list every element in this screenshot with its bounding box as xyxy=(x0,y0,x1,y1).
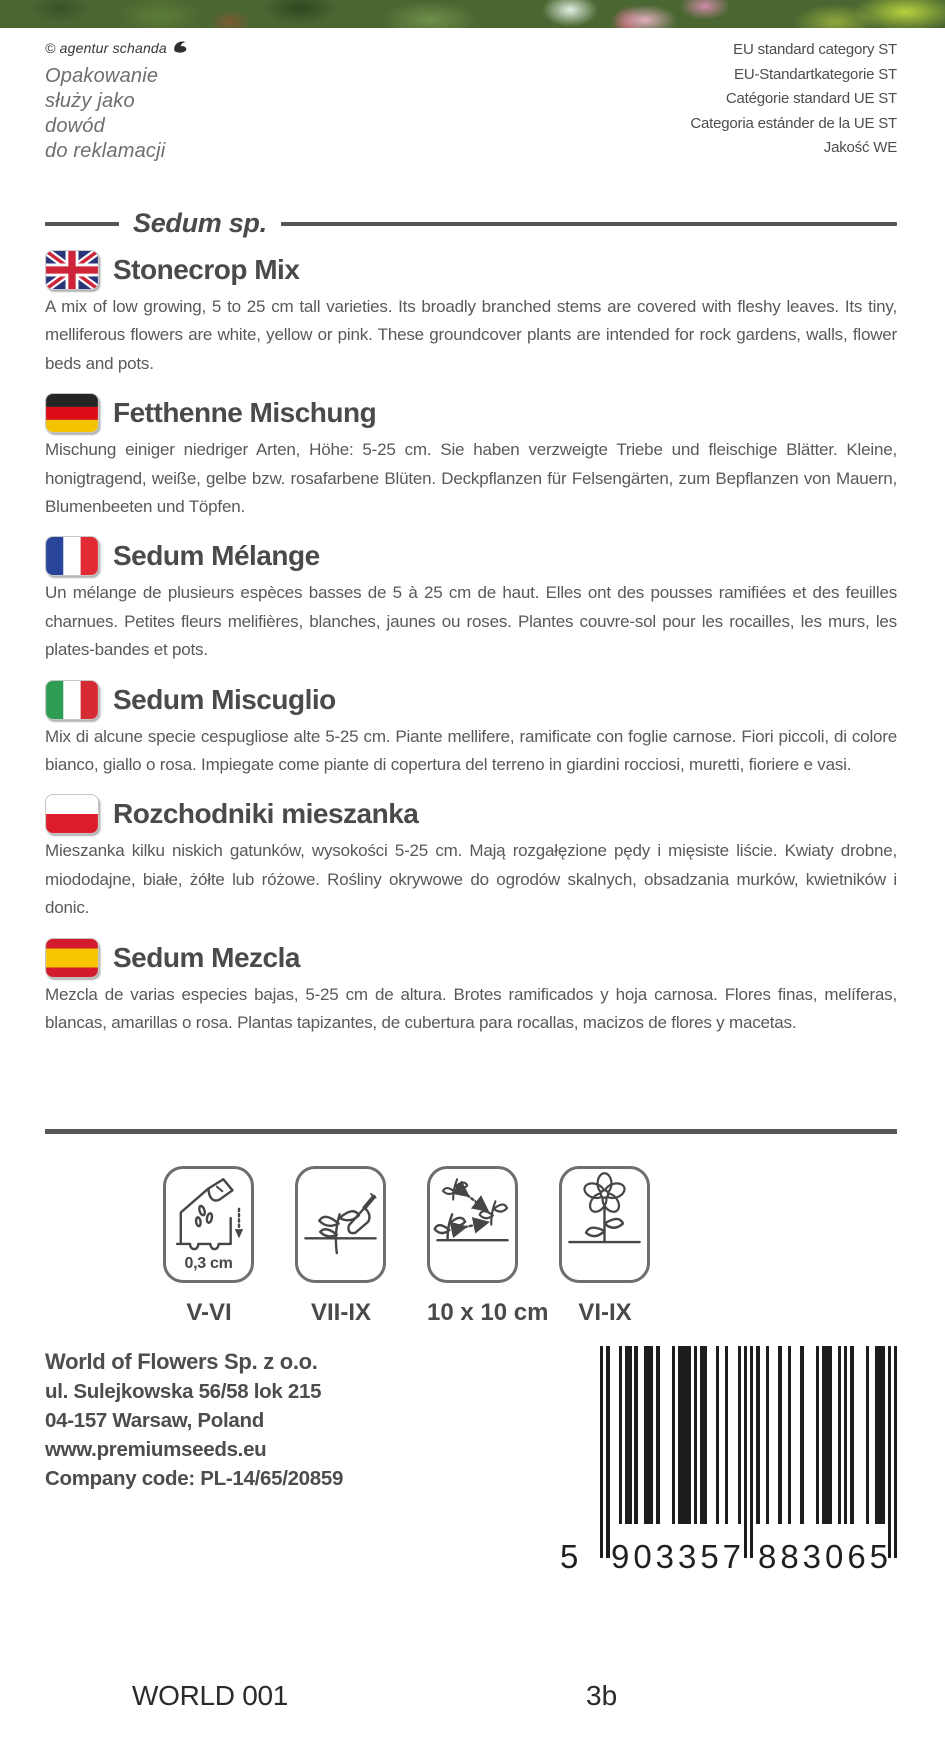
note-line: do reklamacji xyxy=(45,140,166,162)
section-title: Sedum Mélange xyxy=(113,540,320,572)
print-code-left: WORLD 001 xyxy=(132,1680,289,1711)
section-text: Un mélange de plusieurs espèces basses de 5 à 25 cm de haut. Elles ont des pousses ramifiées et des feuilles charnues. Petites fleurs melifières, blanches, jaunes ou roses. Plantes couvre-sol pour les rocailles, les murs, les plates-bandes et pots. xyxy=(45,583,897,660)
agency-logo-icon xyxy=(173,40,188,56)
section-head xyxy=(45,250,897,290)
flag-united-kingdom-icon xyxy=(45,250,99,290)
section-title: Sedum Miscuglio xyxy=(113,683,336,715)
section-italian xyxy=(45,680,897,780)
section-text: A mix of low growing, 5 to 25 cm tall varieties. Its broadly branched stems are covered with fleshy leaves. Its tiny, melliferous flowers are white, yellow or pink. These groundcover plants are intended for rock gardens, walls, flower beds and pots. xyxy=(45,297,897,373)
flag-spain-icon xyxy=(45,938,99,978)
company-address-line: 04-157 Warsaw, Poland xyxy=(45,1409,264,1432)
pictogram-label: VI-IX xyxy=(578,1299,632,1326)
section-english xyxy=(45,250,897,378)
flag-germany-icon xyxy=(45,393,99,433)
header-rule-left xyxy=(45,222,119,226)
section-text: Mieszanka kilku niskich gatunków, wysokości 5-25 cm. Mają rozgałęzione pędy i mięsiste liście. Kwiaty drobne, miododajne, białe, żółte lub różowe. Rośliny okrywowe do ogrodów skalnych, obsadzania murków, kwietników i donic. xyxy=(45,841,897,918)
barcode-left-group: 9 0 3 3 5 7 xyxy=(611,1538,741,1575)
eu-category-line: Categoria estánder de la UE ST xyxy=(690,114,897,132)
planting-out-icon xyxy=(295,1166,386,1283)
plant-photo-strip xyxy=(0,0,945,28)
section-polish xyxy=(45,794,897,922)
section-title: Stonecrop Mix xyxy=(113,254,300,285)
flag-poland-icon xyxy=(45,794,99,834)
header-rule-right xyxy=(281,222,897,226)
packaging-claim-note xyxy=(45,64,165,164)
sowing-depth-value: 0,3 cm xyxy=(184,1255,233,1272)
section-head xyxy=(45,536,897,576)
section-spanish xyxy=(45,938,897,1038)
flag-france-icon xyxy=(45,536,99,576)
species-name: Sedum sp. xyxy=(133,208,267,238)
note-line: dowód xyxy=(45,115,105,137)
section-head xyxy=(45,680,897,720)
pictogram-flowering xyxy=(559,1166,651,1327)
note-line: Opakowanie xyxy=(45,65,159,87)
company-name: World of Flowers Sp. z o.o. xyxy=(45,1349,318,1374)
pictogram-label: 10 x 10 cm xyxy=(427,1299,549,1326)
note-line: służy jako xyxy=(45,90,135,112)
section-text: Mix di alcune specie cespugliose alte 5-25 cm. Piante mellifere, ramificate con foglie carnose. Fiori piccoli, di colore bianco, giallo o rosa. Impiegate come piante di copertura del terreno in giardini rocciosi, muretti, fioriere e vasi. xyxy=(45,726,897,775)
barcode-bars xyxy=(600,1346,897,1558)
flowering-icon xyxy=(559,1166,650,1283)
barcode-right-group: 8 8 3 0 6 5 xyxy=(758,1538,888,1575)
section-title: Rozchodniki mieszanka xyxy=(113,798,419,830)
section-text: Mezcla de varias especies bajas, 5-25 cm de altura. Brotes ramificados y hoja carnosa. Flores finas, melíferas, blancas, amarillas o rosa. Plantas tapizantes, de cubertura para rocallas, macizos de flores y macetas. xyxy=(45,984,897,1033)
pictogram-spacing xyxy=(427,1166,549,1327)
pictogram-label: VII-IX xyxy=(310,1299,371,1326)
ean13-barcode xyxy=(560,1346,897,1576)
species-header xyxy=(45,208,897,239)
eu-category-block xyxy=(690,38,897,161)
barcode-digits xyxy=(560,1534,897,1576)
print-code-right: 3b xyxy=(586,1680,618,1711)
company-info xyxy=(45,1347,343,1493)
eu-category-line: Jakość WE xyxy=(823,139,897,157)
pictogram-sowing xyxy=(163,1166,255,1327)
barcode-lead-digit: 5 xyxy=(560,1538,579,1575)
section-head xyxy=(45,794,897,834)
eu-category-line: EU-Standartkategorie ST xyxy=(734,65,897,83)
copyright-note xyxy=(45,40,188,56)
pictogram-label: V-VI xyxy=(186,1299,232,1326)
plant-spacing-icon xyxy=(427,1166,518,1283)
section-head xyxy=(45,938,897,978)
pictogram-row xyxy=(163,1166,651,1327)
section-german xyxy=(45,393,897,521)
pictogram-planting-out xyxy=(295,1166,387,1327)
language-sections xyxy=(45,250,897,1053)
flag-italy-icon xyxy=(45,680,99,720)
section-head xyxy=(45,393,897,433)
eu-category-line: Catégorie standard UE ST xyxy=(725,90,897,108)
section-title: Sedum Mezcla xyxy=(113,941,300,973)
section-french xyxy=(45,536,897,664)
section-divider-rule xyxy=(45,1129,897,1134)
company-code: Company code: PL-14/65/20859 xyxy=(45,1467,344,1490)
section-text: Mischung einiger niedriger Arten, Höhe: 5-25 cm. Sie haben verzweigte Triebe und fleischige Blätter. Kleine, honigtragend, weiße, gelbe bzw. rosafarbene Blüten. Deckpflanzen für Felsengärten, zum Bepflanzen von Mauern, Blumenbeeten und Töpfen. xyxy=(45,440,897,517)
company-address-line: ul. Sulejkowska 56/58 lok 215 xyxy=(45,1380,322,1403)
eu-category-line: EU standard category ST xyxy=(733,41,897,58)
copyright-text: © agentur schanda xyxy=(45,40,167,56)
section-title: Fetthenne Mischung xyxy=(113,397,377,429)
company-website: www.premiumseeds.eu xyxy=(45,1438,267,1461)
sowing-depth-icon xyxy=(163,1166,254,1283)
